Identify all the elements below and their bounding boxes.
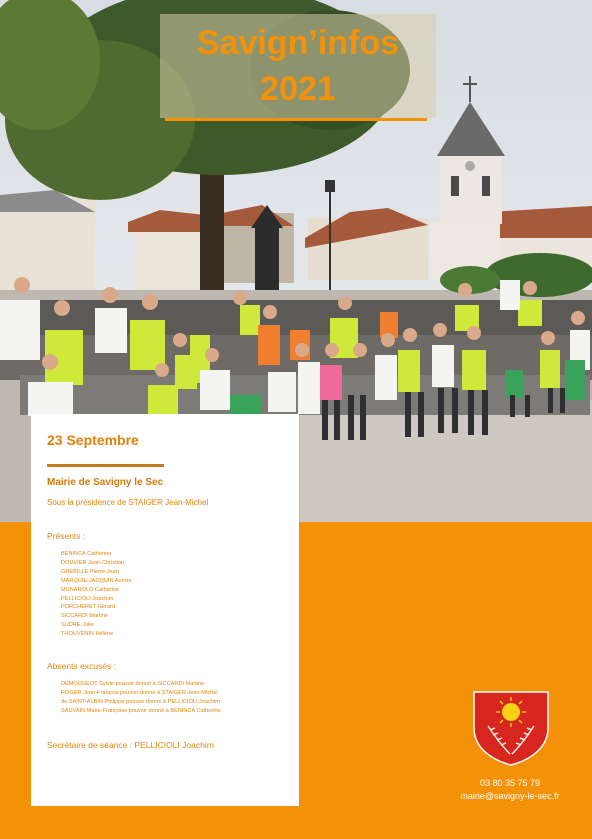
contact-phone: 03 80 35 75 79 — [479, 778, 541, 788]
title-line-1: Savign’infos — [196, 24, 400, 62]
meeting-date: 23 Septembre — [47, 432, 139, 448]
list-item: SUDRE Julie — [61, 622, 94, 629]
list-item: THOUVENIN Hélène — [61, 631, 114, 638]
title-underline — [165, 118, 427, 121]
list-item: MUNAROLO Catherine — [61, 586, 120, 593]
title-box — [160, 14, 436, 118]
list-item: PELLICIOLI Joachim — [61, 595, 114, 602]
list-item: ROGER Jean-François pouvoir donné à STAIGER Jean-Michel — [61, 689, 218, 696]
absents-list — [61, 680, 221, 716]
list-item: BENINCA Catherine — [61, 551, 112, 557]
list-item: DEMOUGEOT Sylvie pouvoir donné à SICCARDI Martine — [61, 681, 205, 687]
secretaire-line: Secrétaire de séance : PELLICIOLI Joachim — [47, 740, 214, 750]
title-line-2: 2021 — [260, 70, 336, 108]
date-underline — [47, 464, 164, 467]
mairie-heading: Mairie de Savigny le Sec — [47, 477, 164, 488]
presidence-line: Sous la présidence de STAIGER Jean-Michel — [47, 498, 209, 507]
contact-email[interactable]: mairie@savigny-le-sec.fr — [460, 791, 560, 801]
list-item: SICCARDI Martine — [61, 613, 108, 620]
list-item: PORCHERET Gérard — [61, 604, 115, 611]
list-item: GREBILLE Pierre-Jean — [61, 568, 119, 575]
list-item: MARQUIE-JACQUIN Aurore — [61, 577, 132, 584]
coat-of-arms — [472, 690, 550, 766]
list-item: SAUVAIN Marie-Françoise pouvoir donné à BENINCA Catherine — [61, 707, 221, 714]
list-item: DOUVIER Jean-Christian — [61, 559, 125, 566]
meeting-card — [31, 414, 299, 806]
presents-heading: Présents : — [47, 531, 86, 541]
absents-heading: Absents excusés : — [47, 661, 116, 671]
presents-list — [61, 550, 132, 639]
list-item: de SAINT-ALBIN Philippe pouvoir donné à PELLICIOLI Joachim — [61, 698, 220, 705]
